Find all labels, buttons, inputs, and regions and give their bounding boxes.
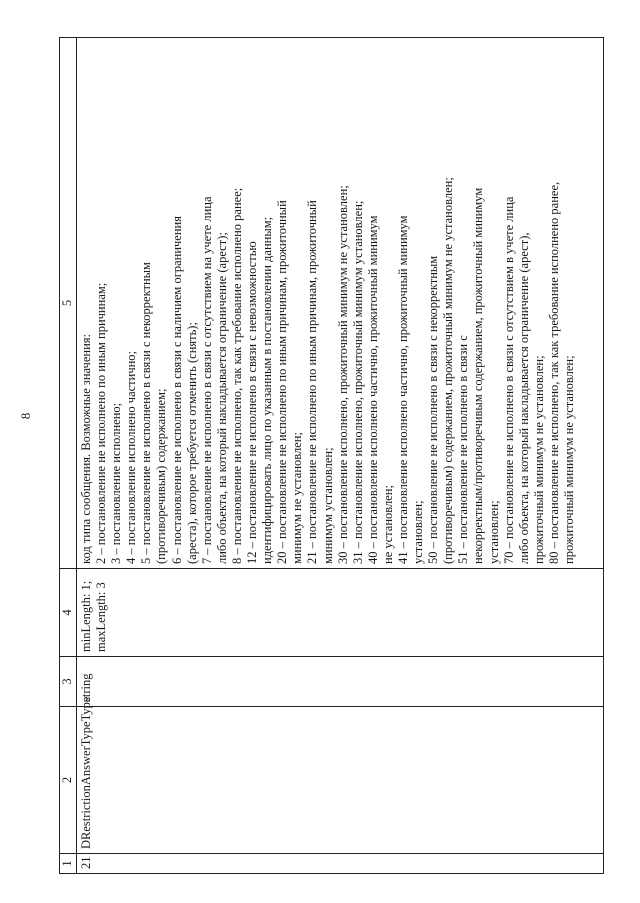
restrictions-cell: [77, 569, 604, 657]
description-line: 30 – постановление исполнено, прожиточный минимум не установлен;: [335, 185, 350, 564]
description-line: 51 – постановление не исполнено в связи с: [456, 335, 471, 564]
description-line: 5 – постановление не исполнено в связи с некорректным: [139, 262, 154, 564]
description-line: 6 – постановление не исполнено в связи с наличием ограничения: [169, 216, 184, 564]
rotated-page-content: [59, 38, 604, 874]
description-line: прожиточный минимум не установлен;: [562, 355, 576, 564]
row-number-cell: 21: [77, 854, 604, 874]
restriction-max-length: maxLength: 3: [94, 582, 109, 652]
description-line: (противоречивым) содержанием, прожиточный минимум не установлен;: [441, 177, 456, 564]
header-cell-5: 5: [60, 38, 77, 569]
description-line: 21 – постановление не исполнено по иным причинам, прожиточный: [305, 200, 320, 564]
description-line: 31 – постановление исполнено, прожиточный минимум установлен;: [350, 200, 365, 564]
description-line: 12 – постановление не исполнено в связи с невозможностью: [245, 241, 260, 564]
page-number: 8: [18, 412, 33, 420]
description-line: либо объекта, на который накладывается ограничение (арест),: [516, 232, 531, 564]
data-type-cell: string: [77, 657, 604, 707]
description-line: 40 – постановление исполнено частично, прожиточный минимум: [365, 215, 380, 564]
description-line: код типа сообщения. Возможные значения:: [79, 334, 93, 564]
header-cell-2: 2: [60, 707, 77, 854]
element-name-cell: DRestrictionAnswerTypeType: [77, 707, 604, 854]
description-line: прожиточный минимум не установлен;: [531, 355, 546, 564]
description-line: (противоречивым) содержанием;: [154, 388, 169, 564]
description-line: 8 – постановление не исполнено, так как требование исполнено ранее;: [229, 187, 244, 564]
table-row: [77, 38, 604, 874]
description-line: 4 – постановление исполнено частично;: [124, 350, 139, 564]
description-line: минимум установлен;: [320, 447, 335, 564]
header-cell-4: 4: [60, 569, 77, 657]
description-line: либо объекта, на который накладывается ограничение (арест);: [214, 232, 229, 564]
description-line: (ареста), которое требуется отменить (снять);: [184, 322, 199, 564]
description-line: 41 – постановление исполнено частично, прожиточный минимум: [395, 215, 410, 564]
description-line: 7 – постановление не исполнено в связи с отсутствием на учете лица: [199, 196, 214, 564]
header-cell-1: 1: [60, 854, 77, 874]
description-line: 70 – постановление не исполнено в связи с отсутствием в учете лица: [501, 196, 516, 564]
description-line: установлен;: [486, 500, 501, 564]
description-line: не установлен;: [380, 485, 395, 564]
schema-table: [59, 37, 604, 874]
description-line: некорректным/противоречивым содержанием, прожиточный минимум: [471, 187, 486, 564]
description-line: 2 – постановление не исполнено по иным причинам;: [94, 282, 109, 564]
description-line: идентифицировать лицо по указанным в постановлении данным;: [260, 216, 275, 564]
description-line: 3 – постановление исполнено;: [109, 402, 124, 564]
description-line: установлен;: [411, 500, 426, 564]
table-header-row: [60, 38, 77, 874]
header-cell-3: 3: [60, 657, 77, 707]
description-line: 20 – постановление не исполнено по иным причинам, прожиточный: [275, 200, 290, 564]
description-line: 80 – постановление не исполнено, так как требование исполнено ранее,: [546, 181, 561, 564]
description-cell: [77, 38, 604, 569]
description-line: минимум не установлен;: [290, 432, 305, 564]
restriction-min-length: minLength: 1;: [79, 580, 93, 652]
description-line: 50 – постановление не исполнено в связи с некорректным: [426, 255, 441, 564]
